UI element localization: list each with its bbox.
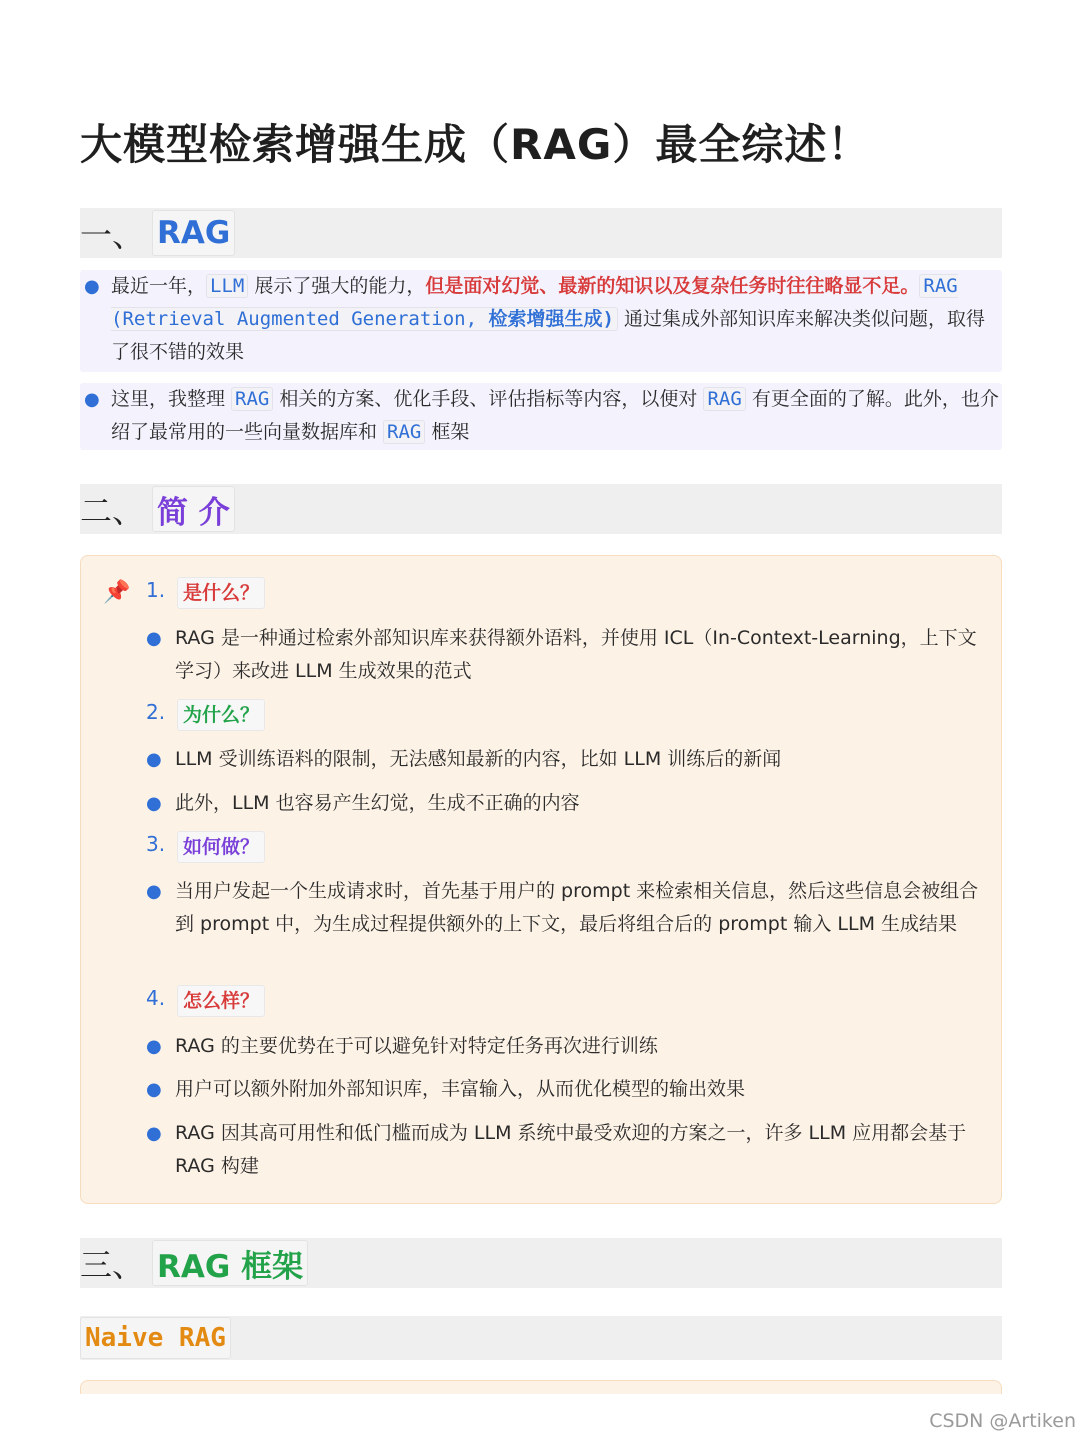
inline-code: RAG — [383, 420, 425, 444]
subsection-header-naive-rag — [80, 1316, 1002, 1360]
text: 相关的方案、优化手段、评估指标等内容，以便对 — [273, 388, 704, 410]
question-number: 3. — [146, 832, 166, 856]
intro-card: 📌 1. 是什么？ ● RAG 是一种通过检索外部知识库来获得额外语料，并使用 ICL（In-Context-Learning，上下文学习）来改进 LLM 生成效果的范式 2. 为什么？ ● LLM 受训练语料的限制，无法感知最新的内容，比如 LLM 训练后的新闻 ● 此外，LLM 也容易产生幻觉，生成不正确的内容 3. 如何做？ ● 当用户发起一个生成请求时，首先基于用户的 prompt 来检索相关信息，然后这些信息会被组合到 prompt 中，为生成过程提供额外的上下文，最后将组合后的 prompt 输入 LLM 生成结果 4. 怎么样？ ● RAG 的主要优势在于可以避免针对特定任务再次进行训练 ● 用户可以额外附加外部知识库，丰富输入，从而优化模型的输出效果 ● RAG 因其高可用性和低门槛而成为 LLM 系统中最受欢迎的方案之一，许多 LLM 应用都会基于 RAG 构建 — [80, 555, 1002, 1204]
question-number: 4. — [146, 986, 166, 1010]
question-number: 1. — [146, 578, 166, 602]
section-number: 一、 — [80, 216, 145, 254]
text: 最近一年， — [111, 275, 207, 297]
inline-code: RAG (Retrieval Augmented Generation, 检索增强生成) — [111, 275, 958, 330]
inline-code: RAG — [231, 387, 273, 411]
next-card-edge — [80, 1380, 1002, 1394]
bullet-icon: ● — [84, 389, 100, 410]
bullet-icon: ● — [84, 276, 100, 297]
section-number: 二、 — [80, 492, 145, 530]
question-label: 怎么样？ — [177, 985, 265, 1017]
text: 展示了强大的能力， — [248, 275, 426, 297]
watermark: CSDN @Artiken — [929, 1410, 1076, 1432]
overview-bullet-2 — [80, 383, 1002, 450]
question-label: 如何做？ — [177, 831, 265, 863]
question-number: 2. — [146, 700, 166, 724]
section-header-rag — [80, 208, 1002, 258]
text: 有更全面的了解。此外，也介绍了最常用的一些向量数据库和 — [111, 388, 999, 443]
section-tag: RAG — [152, 210, 235, 256]
question-label: 为什么？ — [177, 699, 265, 731]
text: 这里，我整理 — [111, 388, 232, 410]
highlight-text: 但是面对幻觉、最新的知识以及复杂任务时往往略显不足。 — [425, 275, 920, 297]
overview-bullet-1 — [80, 270, 1002, 372]
section-header-intro — [80, 484, 1002, 534]
inline-code: RAG — [703, 387, 745, 411]
inline-code: LLM — [206, 274, 248, 298]
section-tag: RAG 框架 — [152, 1240, 308, 1286]
page-title: 大模型检索增强生成（RAG）最全综述！ — [80, 120, 871, 169]
question-label: 是什么？ — [177, 577, 265, 609]
text: 框架 — [425, 421, 470, 443]
text: 通过集成外部知识库来解决类似问题，取得了很不错的效果 — [111, 308, 985, 363]
pushpin-icon: 📌 — [103, 580, 131, 605]
subsection-tag: Naive RAG — [80, 1317, 231, 1359]
section-header-framework — [80, 1238, 1002, 1288]
section-tag: 简 介 — [152, 486, 235, 532]
section-number: 三、 — [80, 1246, 145, 1284]
